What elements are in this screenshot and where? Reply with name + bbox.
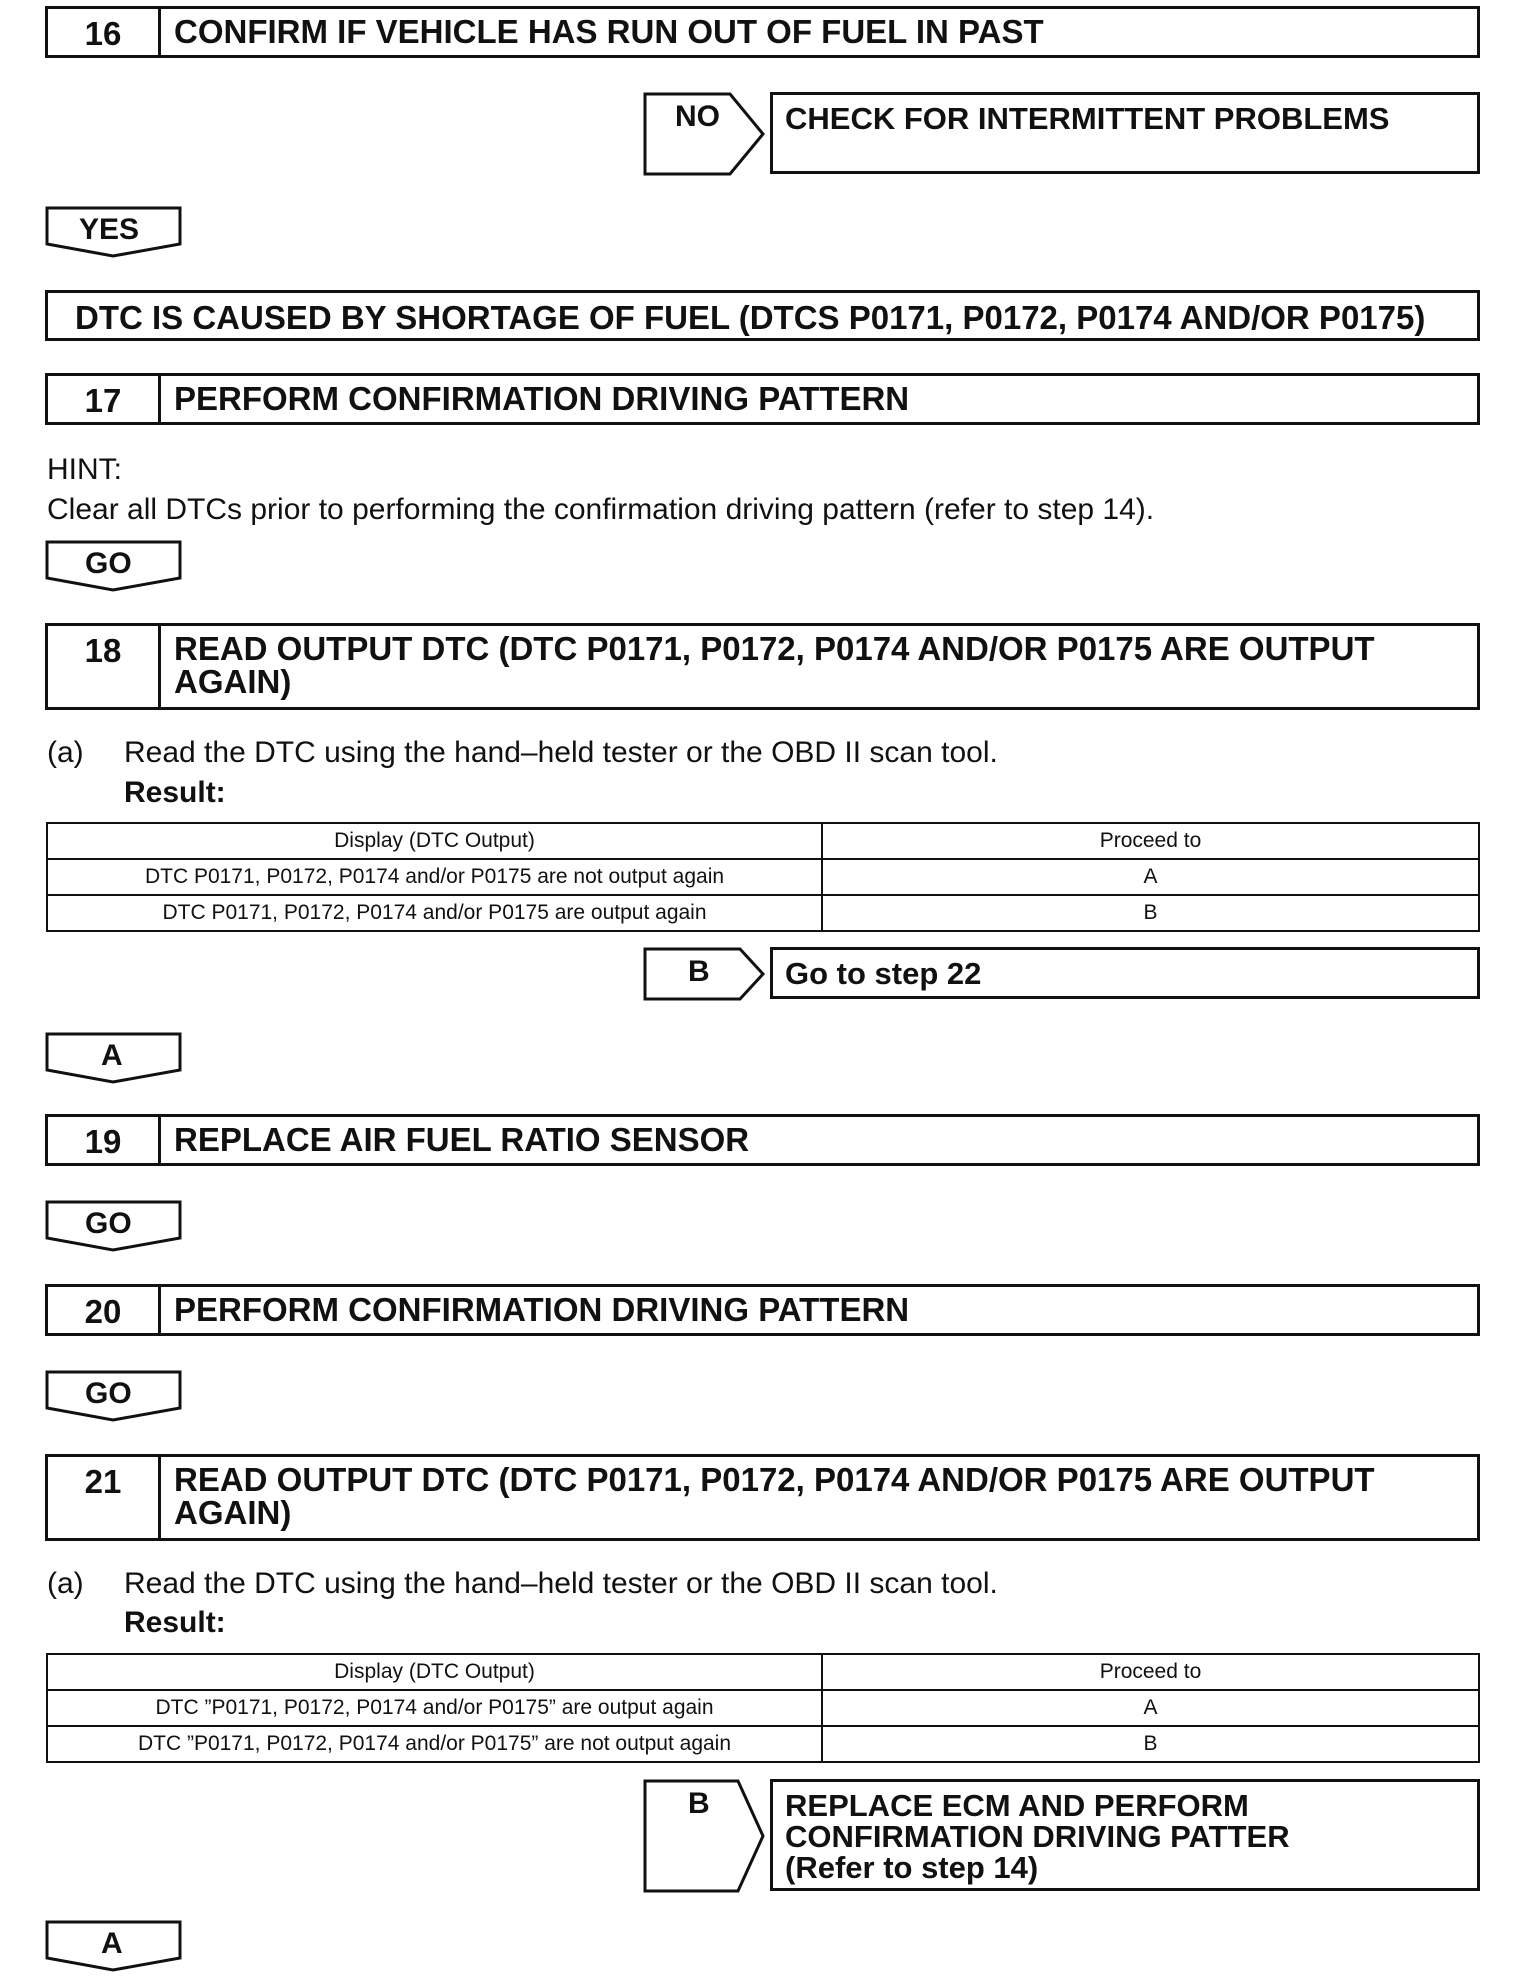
b-branch-arrow-18 [643, 947, 768, 1001]
go-label: GO [85, 547, 132, 580]
step-21-header [45, 1454, 1480, 1541]
result-line: REPLACE ECM AND PERFORM [785, 1788, 1249, 1823]
result-table-18 [46, 822, 1480, 932]
header-proceed: Proceed to [822, 1654, 1479, 1690]
step-number: 21 [48, 1457, 161, 1538]
b-branch-arrow-21 [643, 1779, 768, 1893]
header-display: Display (DTC Output) [47, 1654, 822, 1690]
step-17-header [45, 373, 1480, 425]
table-header-row [47, 1654, 1479, 1690]
cell-proceed: B [822, 895, 1479, 931]
step-title: READ OUTPUT DTC (DTC P0171, P0172, P0174 AND/OR P0175 ARE OUTPUT AGAIN) [174, 1461, 1375, 1531]
table-row [47, 1726, 1479, 1762]
step-20-header [45, 1284, 1480, 1336]
a-tab-21 [45, 1920, 182, 1972]
step-title: PERFORM CONFIRMATION DRIVING PATTERN [174, 1291, 910, 1328]
b-label: B [688, 955, 710, 988]
b-result-box-21 [770, 1779, 1480, 1891]
go-tab-20 [45, 1370, 182, 1422]
a-label: A [101, 1039, 123, 1072]
result-line: CONFIRMATION DRIVING PATTER [785, 1819, 1290, 1854]
result-label: Result: [124, 776, 226, 809]
result-label: Result: [124, 1606, 226, 1639]
b-label: B [688, 1787, 710, 1820]
go-label: GO [85, 1207, 132, 1240]
step-title: CONFIRM IF VEHICLE HAS RUN OUT OF FUEL IN PAST [174, 13, 1044, 50]
cell-proceed: B [822, 1726, 1479, 1762]
item-text: Read the DTC using the hand–held tester or the OBD II scan tool. [124, 1567, 998, 1600]
a-label: A [101, 1927, 123, 1960]
go-tab-19 [45, 1200, 182, 1252]
cell-proceed: A [822, 859, 1479, 895]
header-proceed: Proceed to [822, 823, 1479, 859]
hint-text: Clear all DTCs prior to performing the confirmation driving pattern (refer to step 14). [47, 493, 1155, 526]
item-marker: (a) [47, 1567, 84, 1600]
table-row [47, 859, 1479, 895]
step-16-header [45, 6, 1480, 58]
cell-display: DTC ”P0171, P0172, P0174 and/or P0175” are output again [47, 1690, 822, 1726]
go-label: GO [85, 1377, 132, 1410]
table-row [47, 1690, 1479, 1726]
cell-proceed: A [822, 1690, 1479, 1726]
b-result-box-18: Go to step 22 [770, 947, 1480, 999]
table-row [47, 895, 1479, 931]
yes-branch-tab [45, 206, 182, 258]
step-title: READ OUTPUT DTC (DTC P0171, P0172, P0174 AND/OR P0175 ARE OUTPUT AGAIN) [174, 630, 1375, 700]
step-18-header [45, 623, 1480, 710]
step-title: PERFORM CONFIRMATION DRIVING PATTERN [174, 380, 910, 417]
item-marker: (a) [47, 736, 84, 769]
hint-label: HINT: [47, 453, 122, 486]
cell-display: DTC ”P0171, P0172, P0174 and/or P0175” are not output again [47, 1726, 822, 1762]
cell-display: DTC P0171, P0172, P0174 and/or P0175 are output again [47, 895, 822, 931]
step-number: 19 [48, 1117, 161, 1163]
header-display: Display (DTC Output) [47, 823, 822, 859]
go-tab-17 [45, 540, 182, 592]
no-label: NO [675, 100, 720, 133]
a-tab-18 [45, 1032, 182, 1084]
no-result-box: CHECK FOR INTERMITTENT PROBLEMS [770, 92, 1480, 174]
step-number: 18 [48, 626, 161, 707]
item-text: Read the DTC using the hand–held tester or the OBD II scan tool. [124, 736, 998, 769]
step-19-header [45, 1114, 1480, 1166]
result-table-21 [46, 1653, 1480, 1763]
result-line: (Refer to step 14) [785, 1850, 1039, 1885]
cell-display: DTC P0171, P0172, P0174 and/or P0175 are not output again [47, 859, 822, 895]
table-header-row [47, 823, 1479, 859]
step-number: 20 [48, 1287, 161, 1333]
step-title: REPLACE AIR FUEL RATIO SENSOR [174, 1121, 750, 1158]
no-branch-arrow [643, 92, 768, 176]
yes-label: YES [79, 213, 140, 246]
step-number: 16 [48, 9, 161, 55]
step-number: 17 [48, 376, 161, 422]
fuel-shortage-result: DTC IS CAUSED BY SHORTAGE OF FUEL (DTCS P0171, P0172, P0174 AND/OR P0175) [45, 290, 1480, 341]
